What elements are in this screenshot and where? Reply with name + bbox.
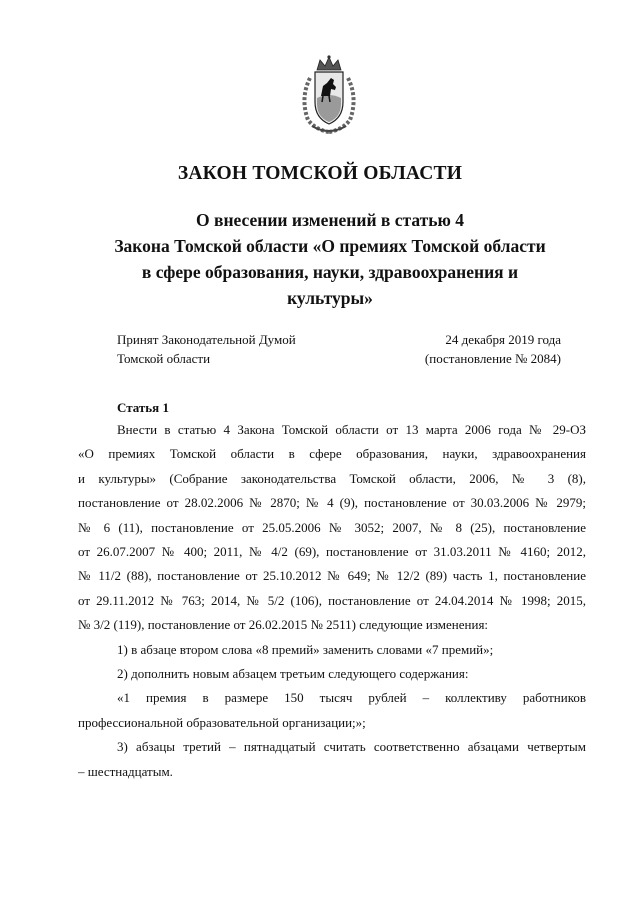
law-subtitle bbox=[80, 207, 580, 311]
adoption-date: 24 декабря 2019 года bbox=[445, 332, 561, 347]
coat-of-arms-icon bbox=[296, 54, 362, 136]
adopted-by-block bbox=[117, 330, 296, 368]
paragraph-line: постановление от 28.02.2006 № 2870; № 4 (9), постановление от 30.03.2006 № 2979; bbox=[78, 495, 586, 511]
resolution-number: (постановление № 2084) bbox=[424, 351, 561, 366]
article-heading: Статья 1 bbox=[117, 400, 169, 415]
paragraph-line: от 26.07.2007 № 400; 2011, № 4/2 (69), постановление от 31.03.2011 № 4160; 2012, bbox=[78, 544, 586, 560]
paragraph-line: и культуры» (Собрание законодательства Томской области, 2006, № 3 (8), bbox=[78, 470, 586, 486]
paragraph-line: № 11/2 (88), постановление от 25.10.2012 № 649; № 12/2 (89) часть 1, постановление bbox=[78, 568, 586, 584]
adoption-date-block bbox=[390, 330, 561, 368]
subtitle-line: О внесении изменений в статью 4 bbox=[196, 210, 464, 230]
amendment-item-3: 3) абзацы третий – пятнадцатый считать соответственно абзацами четвертым bbox=[117, 739, 586, 755]
quote-line: «1 премия в размере 150 тысяч рублей – коллективу работников bbox=[117, 690, 586, 706]
paragraph-line: Внести в статью 4 Закона Томской области от 13 марта 2006 года № 29-ОЗ bbox=[117, 422, 586, 437]
paragraph-line: от 29.11.2012 № 763; 2014, № 5/2 (106), постановление от 24.04.2014 № 1998; 2015, bbox=[78, 592, 586, 608]
law-title: ЗАКОН ТОМСКОЙ ОБЛАСТИ bbox=[177, 163, 463, 184]
subtitle-line: культуры» bbox=[287, 288, 373, 308]
amendment-item-1: 1) в абзаце втором слова «8 премий» заменить словами «7 премий»; bbox=[117, 641, 494, 657]
amendment-item-2: 2) дополнить новым абзацем третьим следующего содержания: bbox=[117, 666, 469, 682]
amendment-item-3-continued: – шестнадцатым. bbox=[78, 763, 173, 779]
subtitle-line: в сфере образования, науки, здравоохранения и bbox=[141, 262, 519, 282]
adopted-by-line: Принят Законодательной Думой bbox=[117, 332, 296, 347]
adopted-by-line: Томской области bbox=[117, 351, 211, 366]
paragraph-line: № 3/2 (119), постановление от 26.02.2015 № 2511) следующие изменения: bbox=[78, 617, 489, 633]
subtitle-line: Закона Томской области «О премиях Томской области bbox=[114, 236, 546, 256]
quote-line: профессиональной образовательной организации;»; bbox=[78, 714, 366, 730]
article-body bbox=[78, 418, 586, 784]
paragraph-line: № 6 (11), постановление от 25.05.2006 № 3052; 2007, № 8 (25), постановление bbox=[78, 519, 586, 535]
paragraph-line: «О премиях Томской области в сфере образования, науки, здравоохранения bbox=[78, 446, 586, 462]
